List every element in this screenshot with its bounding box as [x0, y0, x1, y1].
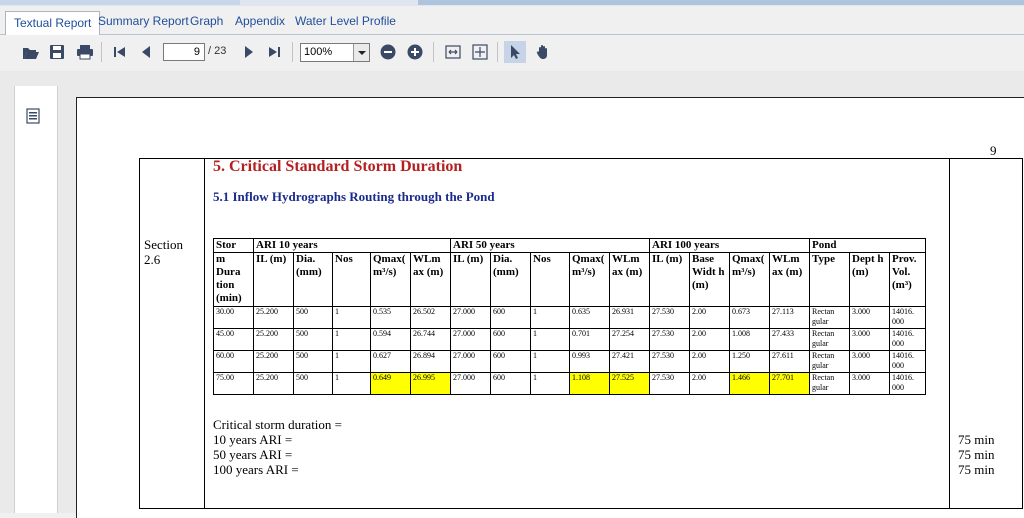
table-cell: 60.00 — [214, 351, 254, 373]
table-cell: 3.000 — [850, 351, 890, 373]
table-cell: 26.995 — [411, 373, 451, 395]
table-cell: 0.993 — [570, 351, 610, 373]
zoom-select[interactable] — [300, 43, 370, 62]
table-cell: 1.108 — [570, 373, 610, 395]
table-cell: 1.466 — [730, 373, 770, 395]
table-cell: 14016. 000 — [890, 329, 926, 351]
table-cell: 500 — [294, 329, 333, 351]
table-cell: 2.00 — [690, 307, 730, 329]
table-cell: 0.627 — [371, 351, 411, 373]
table-cell: 75.00 — [214, 373, 254, 395]
table-cell: 14016. 000 — [890, 373, 926, 395]
table-header-cell: Qmax( m³/s) — [570, 253, 610, 307]
table-header-cell: WLm ax (m) — [770, 253, 810, 307]
table-header-cell: Base Widt h (m) — [690, 253, 730, 307]
page-count-label: / 23 — [208, 45, 227, 57]
table-cell: Rectan gular — [810, 329, 850, 351]
table-cell: 600 — [491, 373, 531, 395]
tab-textual-report[interactable]: Textual Report — [5, 11, 100, 36]
table-cell: 25.200 — [254, 329, 294, 351]
critical-summary-title: Critical storm duration = — [213, 417, 343, 432]
table-cell: 3.000 — [850, 329, 890, 351]
table-header-cell: Stor — [214, 239, 254, 253]
table-header-cell: Dia. (mm) — [294, 253, 333, 307]
toolbar-separator — [101, 42, 102, 62]
table-cell: 1.250 — [730, 351, 770, 373]
critical-value: 75 min — [958, 432, 995, 447]
section-label-line: Section — [144, 237, 183, 252]
page-title: 5. Critical Standard Storm Duration — [213, 158, 463, 175]
table-sub-header — [214, 253, 926, 307]
table-cell: 2.00 — [690, 351, 730, 373]
select-pointer-icon[interactable] — [504, 41, 526, 63]
last-page-icon[interactable] — [263, 41, 285, 63]
table-cell: 14016. 000 — [890, 307, 926, 329]
table-cell: 27.000 — [451, 373, 491, 395]
critical-summary-line: 10 years ARI = — [213, 432, 293, 447]
print-icon[interactable] — [74, 41, 96, 63]
table-header-cell: IL (m) — [650, 253, 690, 307]
table-cell: 1.008 — [730, 329, 770, 351]
table-cell: 0.673 — [730, 307, 770, 329]
tab-summary-report[interactable]: Summary Report — [98, 14, 189, 28]
fit-width-icon[interactable] — [442, 41, 464, 63]
table-cell: 27.611 — [770, 351, 810, 373]
open-folder-icon[interactable] — [20, 41, 42, 63]
tab-graph[interactable]: Graph — [190, 14, 224, 28]
table-cell: 2.00 — [690, 373, 730, 395]
table-cell: 27.000 — [451, 307, 491, 329]
table-cell: 27.530 — [650, 329, 690, 351]
zoom-in-icon[interactable] — [404, 41, 426, 63]
table-header-cell: Qmax( m³/s) — [730, 253, 770, 307]
table-cell: 27.113 — [770, 307, 810, 329]
table-cell: 3.000 — [850, 373, 890, 395]
table-cell: 1 — [531, 373, 570, 395]
critical-value: 75 min — [958, 447, 995, 462]
frame-divider — [204, 159, 205, 508]
table-header-cell: Dia. (mm) — [491, 253, 531, 307]
table-cell: 27.530 — [650, 307, 690, 329]
table-header-cell: IL (m) — [451, 253, 491, 307]
page-number: 9 — [990, 143, 997, 158]
table-cell: 0.649 — [371, 373, 411, 395]
table-header-cell: IL (m) — [254, 253, 294, 307]
window-tab-strip-active — [418, 0, 1024, 5]
table-row — [214, 307, 926, 329]
table-cell: 600 — [491, 307, 531, 329]
navigation-pane-icon[interactable] — [26, 108, 40, 129]
table-row — [214, 351, 926, 373]
table-cell: 27.530 — [650, 351, 690, 373]
table-cell: 500 — [294, 351, 333, 373]
table-header-cell: Prov. Vol. (m³) — [890, 253, 926, 307]
table-cell: Rectan gular — [810, 373, 850, 395]
report-frame — [139, 158, 1023, 509]
table-cell: 1 — [531, 351, 570, 373]
table-cell: 600 — [491, 351, 531, 373]
table-cell: 45.00 — [214, 329, 254, 351]
frame-divider — [949, 159, 950, 508]
table-cell: 27.421 — [610, 351, 650, 373]
previous-page-icon[interactable] — [135, 41, 157, 63]
table-header-cell: m Dura tion (min) — [214, 253, 254, 307]
toolbar-separator — [292, 42, 293, 62]
table-header-cell: Qmax( m³/s) — [371, 253, 411, 307]
table-cell: 1 — [531, 329, 570, 351]
table-cell: 27.000 — [451, 351, 491, 373]
table-header-cell: Nos — [333, 253, 371, 307]
table-cell: 0.635 — [570, 307, 610, 329]
navigation-pane — [14, 86, 58, 513]
fit-page-icon[interactable] — [469, 41, 491, 63]
table-cell: 26.931 — [610, 307, 650, 329]
table-cell: 0.701 — [570, 329, 610, 351]
pan-hand-icon[interactable] — [532, 41, 554, 63]
save-icon[interactable] — [46, 41, 68, 63]
table-header-cell: Dept h (m) — [850, 253, 890, 307]
table-cell: 27.525 — [610, 373, 650, 395]
table-header-cell: Type — [810, 253, 850, 307]
toolbar-separator — [497, 42, 498, 62]
table-header-cell: ARI 50 years — [451, 239, 650, 253]
table-header-cell: Nos — [531, 253, 570, 307]
table-header-cell: ARI 100 years — [650, 239, 810, 253]
table-row — [214, 373, 926, 395]
critical-duration-summary — [213, 417, 342, 477]
first-page-icon[interactable] — [109, 41, 131, 63]
document-viewer[interactable] — [0, 71, 1024, 513]
critical-summary-line: 50 years ARI = — [213, 447, 293, 462]
table-cell: 1 — [333, 307, 371, 329]
report-tab-bar — [0, 6, 1024, 35]
table-cell: 1 — [333, 329, 371, 351]
table-cell: 500 — [294, 307, 333, 329]
page-subtitle: 5.1 Inflow Hydrographs Routing through the Pond — [213, 189, 495, 204]
table-cell: 1 — [531, 307, 570, 329]
toolbar-separator — [433, 42, 434, 62]
table-cell: 25.200 — [254, 373, 294, 395]
table-cell: 26.744 — [411, 329, 451, 351]
table-cell: 30.00 — [214, 307, 254, 329]
table-group-header — [214, 239, 926, 253]
table-cell: 500 — [294, 373, 333, 395]
table-row — [214, 329, 926, 351]
table-cell: 27.254 — [610, 329, 650, 351]
table-header-cell: WLm ax (m) — [411, 253, 451, 307]
table-cell: 27.000 — [451, 329, 491, 351]
current-page-input[interactable] — [163, 43, 205, 61]
tab-water-level-profile[interactable]: Water Level Profile — [295, 14, 396, 28]
report-page — [76, 97, 1024, 518]
table-cell: 3.000 — [850, 307, 890, 329]
table-cell: 25.200 — [254, 351, 294, 373]
table-cell: 1 — [333, 373, 371, 395]
zoom-value: 100% — [304, 46, 333, 58]
viewer-toolbar — [0, 35, 1024, 71]
table-cell: 0.594 — [371, 329, 411, 351]
routing-results-table — [213, 238, 926, 395]
table-cell: 27.701 — [770, 373, 810, 395]
table-cell: 26.502 — [411, 307, 451, 329]
table-cell: 27.433 — [770, 329, 810, 351]
critical-duration-values — [958, 432, 994, 477]
chevron-down-icon[interactable] — [353, 44, 369, 61]
window-tab-strip — [0, 0, 240, 5]
section-label — [144, 237, 183, 267]
table-cell: 600 — [491, 329, 531, 351]
section-label-line: 2.6 — [144, 252, 161, 267]
table-cell: Rectan gular — [810, 307, 850, 329]
table-cell: 26.894 — [411, 351, 451, 373]
critical-value: 75 min — [958, 462, 995, 477]
table-cell: 1 — [333, 351, 371, 373]
table-header-cell: Pond — [810, 239, 926, 253]
table-cell: 2.00 — [690, 329, 730, 351]
tab-appendix[interactable]: Appendix — [235, 14, 286, 28]
table-cell: 27.530 — [650, 373, 690, 395]
table-cell: 14016. 000 — [890, 351, 926, 373]
table-cell: 0.535 — [371, 307, 411, 329]
zoom-out-icon[interactable] — [377, 41, 399, 63]
next-page-icon[interactable] — [238, 41, 260, 63]
table-cell: 25.200 — [254, 307, 294, 329]
critical-summary-line: 100 years ARI = — [213, 462, 299, 477]
table-header-cell: WLm ax (m) — [610, 253, 650, 307]
table-header-cell: ARI 10 years — [254, 239, 451, 253]
table-cell: Rectan gular — [810, 351, 850, 373]
